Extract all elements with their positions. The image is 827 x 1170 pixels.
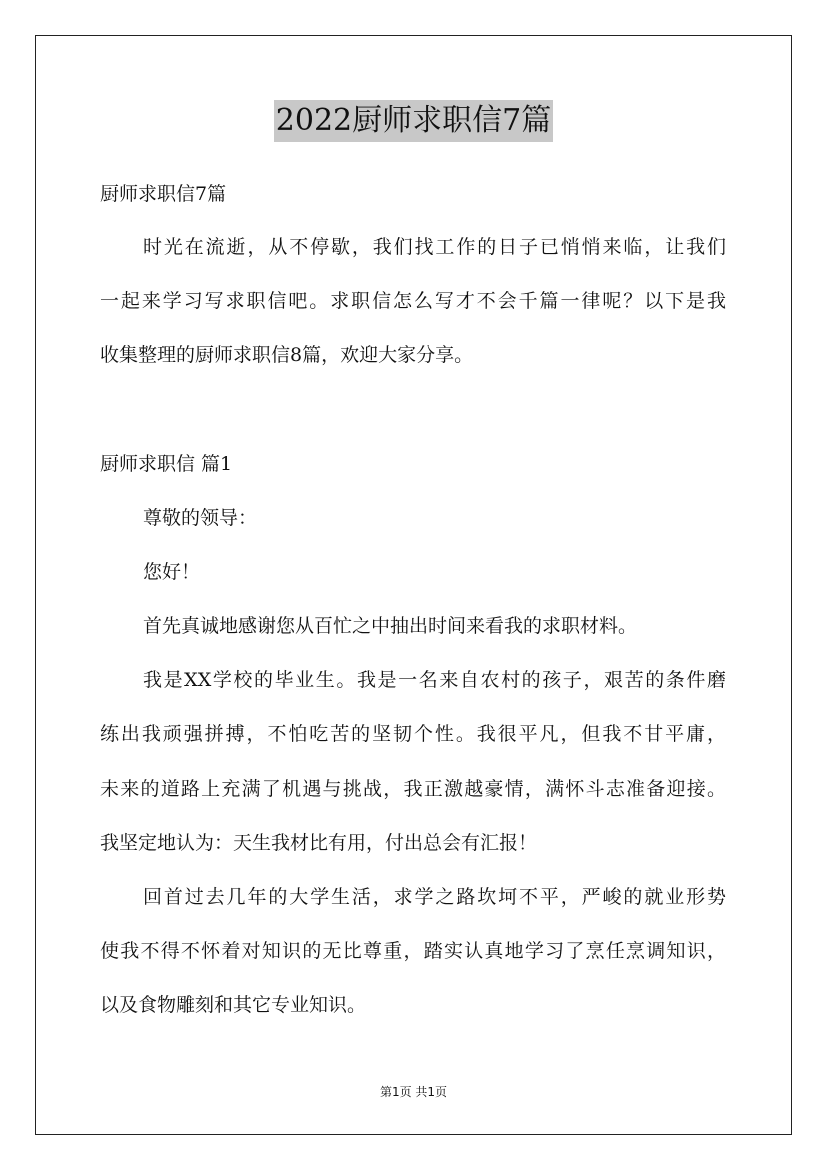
intro-line-3: 收集整理的厨师求职信8篇，欢迎大家分享。 xyxy=(100,344,474,366)
salutation: 尊敬的领导： xyxy=(143,507,258,529)
section-heading: 厨师求职信 篇1 xyxy=(100,453,233,475)
greeting: 您好！ xyxy=(143,561,201,583)
body-line-1: 首先真诚地感谢您从百忙之中抽出时间来看我的求职材料。 xyxy=(143,615,638,637)
body-line-5: 我坚定地认为：天生我材比有用，付出总会有汇报！ xyxy=(100,832,538,854)
intro-line-2: 一起来学习写求职信吧。求职信怎么写才不会千篇一律呢？以下是我 xyxy=(100,290,726,312)
document-subtitle: 厨师求职信7篇 xyxy=(100,183,227,205)
body-line-8: 以及食物雕刻和其它专业知识。 xyxy=(100,994,367,1016)
document-title: 2022厨师求职信7篇 xyxy=(274,100,553,142)
intro-line-1: 时光在流逝，从不停歇，我们找工作的日子已悄悄来临，让我们 xyxy=(143,236,726,258)
body-line-3: 练出我顽强拼搏，不怕吃苦的坚韧个性。我很平凡，但我不甘平庸， xyxy=(100,723,726,745)
body-line-4: 未来的道路上充满了机遇与挑战，我正激越豪情，满怀斗志准备迎接。 xyxy=(100,778,726,800)
body-line-7: 使我不得不怀着对知识的无比尊重，踏实认真地学习了烹任烹调知识， xyxy=(100,940,726,962)
page-footer: 第1页 共1页 xyxy=(379,1085,448,1099)
body-line-6: 回首过去几年的大学生活，求学之路坎坷不平，严峻的就业形势 xyxy=(143,886,726,908)
title-container xyxy=(0,100,827,142)
body-line-2: 我是XX学校的毕业生。我是一名来自农村的孩子，艰苦的条件磨 xyxy=(143,669,726,691)
